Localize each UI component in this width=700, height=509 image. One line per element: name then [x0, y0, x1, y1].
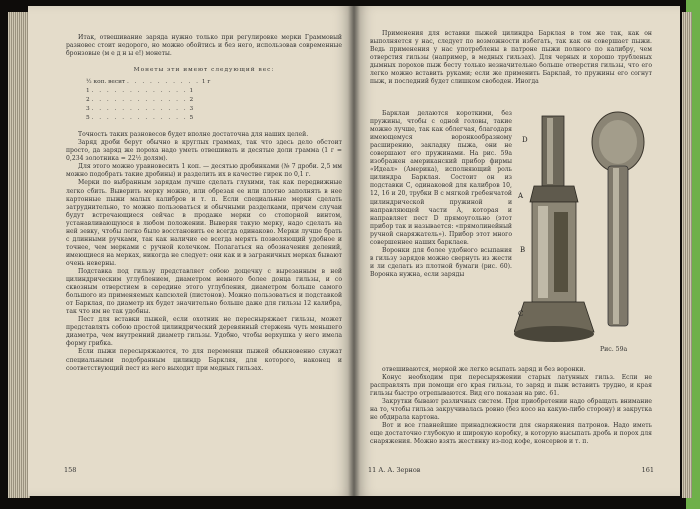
- paragraph: Применения для вставки пыжей цилиндра Барклая в том же так, как он выполняется у нас, следует по возможности избегать, так как он совершает пыжи. Ведь применения у нас употреблены в патроне пыжи полного по калибру, чем отверстия гильзы (например, в медных гильзах). Для черных и хорошо трубленых дымных порохов пыж бесту только незначительно больше отверстия гильзы, что его легко можно вставить руками; если же применить Барклай, то пружины его согнут пыж, и последний будет слишком свободен. Иногда: [370, 30, 652, 86]
- coin-row: 2 . . . . . . . . . . . . . 2: [86, 97, 194, 104]
- coin-row: 1 . . . . . . . . . . . . . 1: [86, 88, 194, 95]
- paragraph: Закрутки бывают различных систем. При приобретении надо обращать внимание на то, чтобы гильза закручивалась ровно (без косо на какую-либо сторону) и закрутка не обдирала картона.: [370, 398, 652, 422]
- coin-table: [86, 78, 342, 123]
- left-page: [28, 6, 354, 496]
- paragraph: Итак, отвешивание заряда нужно только при регулировке мерки Граммовый разновес стоит недорого, но можно обойтись и без него, использовав современные бронзовые (м е д н ы е!) монеты.: [66, 34, 342, 58]
- paragraph: Пест для вставки пыжей, если охотник не пересныряжает гильзы, может представлять собою простой цилиндрический деревянный стержень чуть меньшего диаметра, чем внутренний диаметр гильзы. Удобно, чтобы верхушка у него имела форму грибка.: [66, 316, 342, 348]
- paragraph: Вот и все главнейшие принадлежности для снаряжения патронов. Надо иметь еще достаточно глубокую и широкую коробку, в которую высыпать дробь и порох для снаряжения. Можно взять жестянку из-под кофе, консервов и т. п.: [370, 422, 652, 446]
- coin-row: 3 . . . . . . . . . . . . . 3: [86, 106, 194, 113]
- coin-row: ½ коп. весит . . . . . . . . . . 1 г: [86, 79, 211, 86]
- right-page-bottom-text: [370, 366, 652, 446]
- coin-row: 5 . . . . . . . . . . . . . 5: [86, 115, 194, 122]
- coin-note: Монеты эти имеют следующий вес:: [133, 67, 275, 74]
- right-page-top-text: [370, 30, 652, 86]
- author-footer: 11 А. А. Зернов: [368, 466, 421, 474]
- paragraph: Точность таких разновесов будет вполне достаточна для наших целей.: [78, 131, 309, 139]
- paragraph: отвешиваются, мерной же легко всыпать заряд и без воронки.: [382, 366, 586, 373]
- right-page-column-text: [370, 110, 512, 279]
- page-edges-left: [8, 12, 30, 498]
- paragraph: Барклаи делаются короткими, без пружины, чтобы с одной головы, такие можно лучше, так как облегчая, благодаря имеющемуся воронкообразному расширению, закладку пыжа, они не совершают его пружинами. На рис. 59а изображен американский прибор фирмы «Идеал» (Америка), исполняющий роль цилиндра Барклая. Состоит он из подставки С, одинаковой для калибров 10, 12, 16 и 20, трубки В с мягкой гребенчатой цилиндрической пружиной и направляющей части А, которая и направляет пест D прямоугольно (этот прибор так и называется: «прямолинейный ручной снаряжатель»). Прибор этот много совершеннее наших барклаев.: [370, 110, 512, 246]
- paragraph: Для этого можно уравновесить 1 коп. — десятью дробинками (№ 7 дроби. 2,5 мм можно подобрать такие дробины) и разделить их в качестве гирек по 0,1 г.: [66, 163, 342, 179]
- paragraph: Воронки для более удобного всыпания в гильзу зарядов можно свернуть из жести и ли сделать из плотной бумаги (рис. 60). Воронка нужна, если заряды: [370, 246, 512, 278]
- paragraph: Конус необходим при пересыряжении старых латунных гильз. Если не расправлять при помощи его края гильзы, то заряд и пыж вставить трудно, и края гильзы быстро отрепываются. Вид его показан на рис. 61.: [370, 374, 652, 398]
- page-number-left: 158: [64, 466, 77, 474]
- right-page: [354, 6, 680, 496]
- figure-59a-illustration: [514, 102, 654, 364]
- open-book: [8, 6, 692, 504]
- svg-text:C: C: [518, 310, 524, 318]
- paragraph: Подставка под гильзу представляет собою дощечку с вырезанным в ней цилиндрическим углублением, диаметром немного более донца гильзы, и со сквозным отверстием в середине этого углубления, диаметром больше самого большого из применяемых капсюлей (пистонов). Можно пользоваться и подставкой от Барклая, по диаметр их будет значительно больше даже для гильзы 12 калибра, так что им не так удобны.: [66, 267, 342, 316]
- paragraph: Заряд дроби берут обычно в круглых граммах, так что здесь дело обстоит просто, да заряд же пороха надо уметь отвешивать и десятые доли грамма (1 г = 0,234 золотника = 22½ долям).: [66, 139, 342, 163]
- paragraph: Мерки по выбранным зарядам лучше сделать глухими, так как передвижные легко сбить. Выверить мерку можно, или обрезая ее или плотно заполнять в нее картонные пыжи малых калибров и т. п. Если специальные мерки сделать затруднительно, то можно пользоваться и обычными разделками, причем случаи будут встречающиеся сейчас в продаже мерки со стопорной винтом, устанавливающуюся в любом положении. Выверяя такую мерку, надо сделать на ней зевку, чтобы легко было восстановить ее всегда одинаково. Мерки лучше брать с длинными ручками, так как наличие ее всегда мерять позволяющий удобное и точнее, чем мерками с ручной колечком. Полагаться на обозначения делений, имеющиеся на мерках, никогда не следует: они как и в заграничных мерках бывают очень неверны.: [66, 179, 342, 267]
- page-edges-right: [682, 12, 692, 498]
- svg-text:D: D: [522, 136, 528, 144]
- svg-text:B: B: [520, 246, 526, 254]
- left-page-text: [66, 34, 342, 373]
- paragraph: Если пыжи пересыряжаются, то для переменки пыжей обыкновенно служат специальными подобранным цилиндр Баркляя, для которого, наконец и соответствующий пест из него выходит при медных гильзах.: [66, 348, 342, 372]
- page-number-right: 161: [641, 466, 654, 474]
- svg-text:A: A: [518, 192, 524, 200]
- figure-caption: Рис. 59а: [600, 346, 628, 353]
- book-spine-shadow: [348, 6, 360, 496]
